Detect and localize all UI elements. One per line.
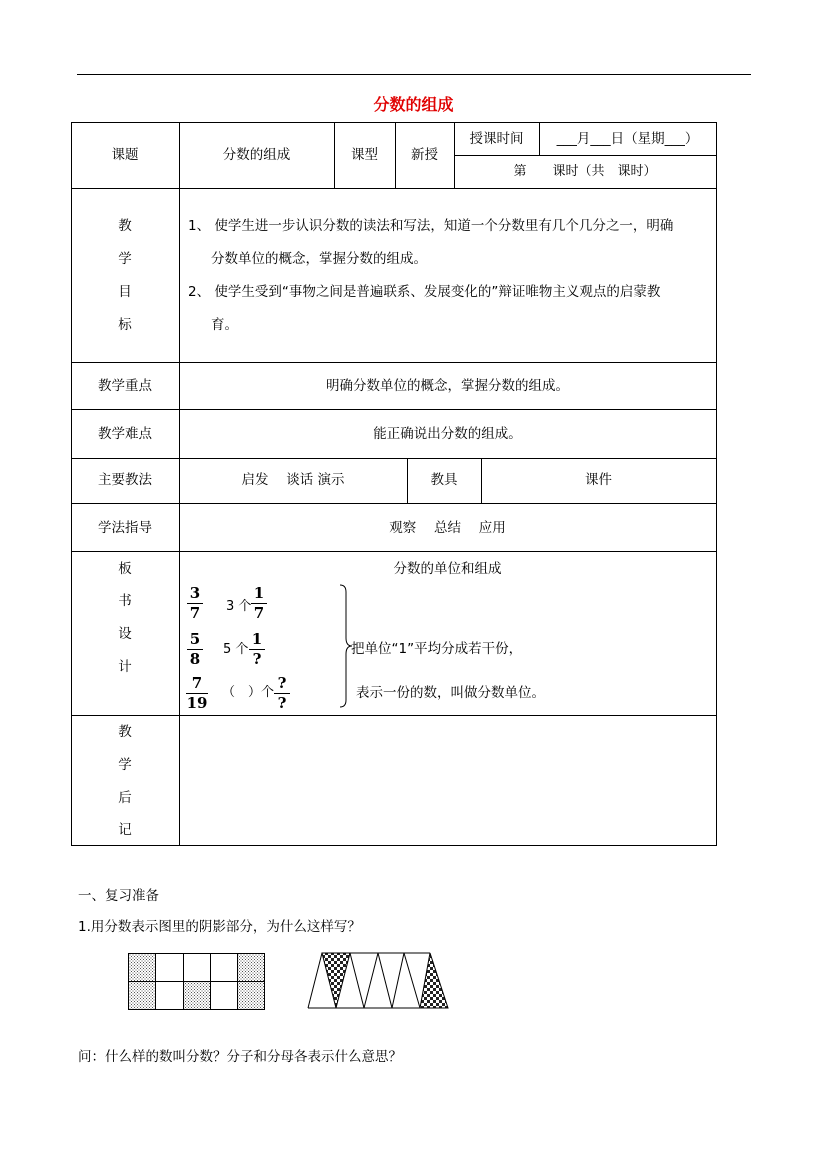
fraction-denominator: 8 [189,650,201,668]
table-divider [71,362,717,363]
topic-label: 课题 [111,147,139,163]
table-divider [455,155,717,156]
tools-label: 教具 [430,472,458,488]
goal-line: 分数单位的概念，掌握分数的组成。 [211,251,427,267]
table-divider [71,188,717,189]
table-divider [71,458,717,459]
date-value: ___月___日（星期___） [556,131,699,147]
board-note: 表示一份的数，叫做分数单位。 [356,685,545,701]
period-value: 第 课时（共 课时） [513,164,657,179]
board-label-char: 计 [118,659,132,675]
table-border [71,122,717,123]
fraction-numerator: 5 [189,630,201,648]
key-point-label: 教学重点 [98,378,152,394]
guidance-label: 学法指导 [98,520,152,536]
fraction [186,585,204,622]
time-label: 授课时间 [469,131,524,147]
goal-line: 2、 使学生受到“事物之间是普遍联系、发展变化的”辩证唯物主义观点的启蒙教 [188,284,661,300]
unit-count: 5 个 [223,642,249,657]
unit-count: （ ）个 [222,685,275,700]
type-label: 课型 [351,147,378,163]
shaded-grid-figure [128,953,268,1011]
table-divider [71,409,717,410]
difficulty-label: 教学难点 [98,426,152,442]
fraction-numerator: 3 [189,584,201,602]
shaded-triangles-figure [307,952,453,1010]
table-divider [71,715,717,716]
goal-line: 1、 使学生进一步认识分数的读法和写法，知道一个分数里有几个几分之一，明确 [188,218,674,234]
methods-label: 主要教法 [98,472,152,488]
goals-label-char: 标 [118,317,132,333]
difficulty-value: 能正确说出分数的组成。 [373,426,522,442]
guidance-value: 观察 总结 应用 [389,520,506,536]
fraction-denominator: 7 [253,604,265,622]
fraction [185,675,209,712]
goals-label-char: 教 [118,218,132,234]
board-label-char: 书 [118,593,132,609]
table-divider [71,503,717,504]
board-label-char: 板 [118,561,132,577]
fraction-unit [250,585,268,622]
page-title: 分数的组成 [373,95,454,114]
board-heading: 分数的单位和组成 [393,561,502,577]
table-border [71,845,717,846]
methods-value: 启发 谈话 演示 [241,472,345,488]
tools-value: 课件 [585,472,612,488]
afterword-label-char: 教 [118,724,132,740]
board-label-char: 设 [118,626,132,642]
unit-count: 3 个 [226,599,252,614]
fraction-unit [248,631,266,668]
fraction-denominator: 19 [186,694,208,712]
board-note: 把单位“1”平均分成若干份， [351,641,523,657]
fraction-denominator: 7 [189,604,201,622]
topic-value: 分数的组成 [222,147,291,163]
fraction-numerator: ? [277,674,287,692]
fraction-denominator: ? [277,694,287,712]
table-divider [71,551,717,552]
key-point-value: 明确分数单位的概念，掌握分数的组成。 [326,378,569,394]
goals-label-char: 目 [118,284,132,300]
table-border [716,122,717,846]
top-rule [77,74,751,75]
afterword-label-char: 记 [118,822,132,838]
afterword-label-char: 后 [118,790,132,806]
section-heading: 一、复习准备 [78,888,159,904]
fraction-unit [273,675,291,712]
fraction-numerator: 1 [253,584,265,602]
fraction-denominator: ? [252,650,262,668]
goal-line: 育。 [211,317,238,333]
goals-label-char: 学 [118,251,132,267]
fraction [186,631,204,668]
type-value: 新授 [411,147,438,163]
question: 问：什么样的数叫分数？分子和分母各表示什么意思？ [78,1049,402,1065]
fraction-numerator: 7 [191,674,203,692]
fraction-numerator: 1 [251,630,263,648]
afterword-label-char: 学 [118,757,132,773]
question: 1.用分数表示图里的阴影部分，为什么这样写？ [78,919,361,935]
